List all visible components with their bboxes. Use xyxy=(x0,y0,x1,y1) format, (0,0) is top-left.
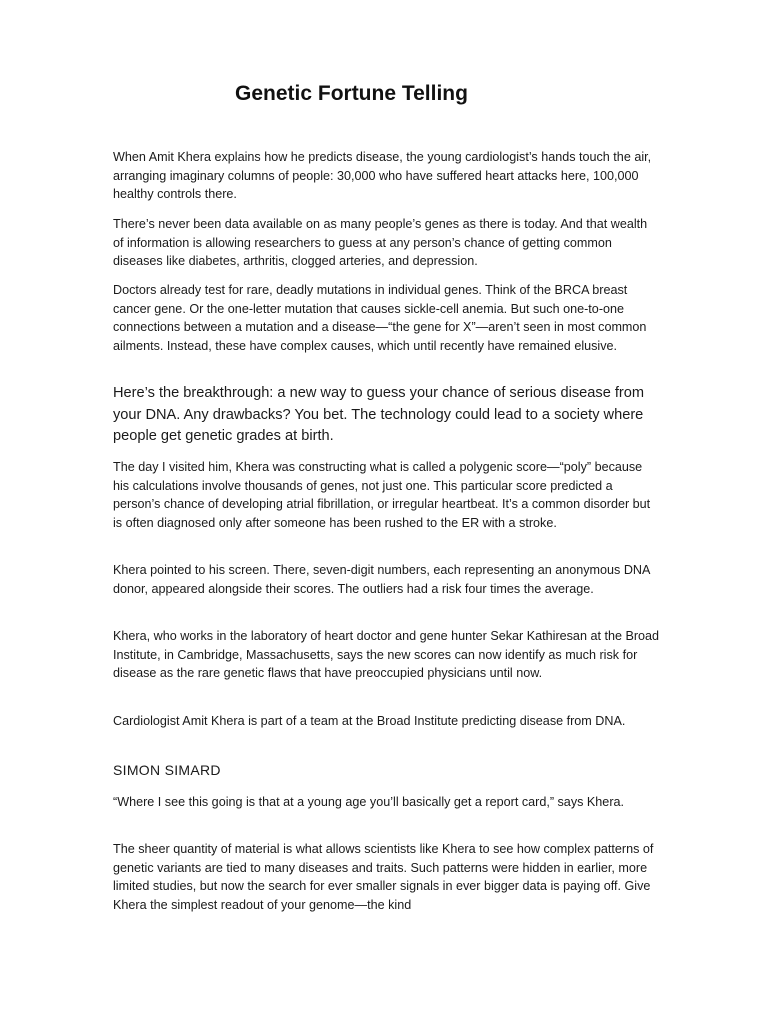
paragraph-report-card-quote: “Where I see this going is that at a young age you’ll basically get a report card,” says Khera. xyxy=(113,795,625,809)
paragraph-data-availability: There’s never been data available on as many people’s genes as there is today. And that wealth of information is allowing researchers to guess at any person’s chance of getting common diseases like diabetes, arthritis, clogged arteries, and depression. xyxy=(113,217,648,269)
paragraph-rare-mutations: Doctors already test for rare, deadly mutations in individual genes. Think of the BRCA breast cancer gene. Or the one-letter mutation that causes sickle-cell anemia. But such one-to-one connections between a mutation and a disease—“the gene for X”—aren’t seen in most common ailments. Instead, these have complex causes, which until recently have remained elusive. xyxy=(113,283,647,353)
paragraph-screen-scores: Khera pointed to his screen. There, seven-digit numbers, each representing an anonymous DNA donor, appeared alongside their scores. The outliers had a risk four times the average. xyxy=(113,563,650,596)
paragraph-sheer-quantity: The sheer quantity of material is what allows scientists like Khera to see how complex patterns of genetic variants are tied to many diseases and traits. Such patterns were hidden in earlier, more limited studies, but now the search for ever smaller signals in ever bigger data is paying off. Give Khera the simplest readout of your genome—the kind xyxy=(113,842,654,912)
article-title: Genetic Fortune Telling xyxy=(235,82,468,105)
photo-credit: SIMON SIMARD xyxy=(113,762,221,778)
paragraph-intro: When Amit Khera explains how he predicts disease, the young cardiologist’s hands touch the air, arranging imaginary columns of people: 30,000 who have suffered heart attacks here, 100,000 healthy controls there. xyxy=(113,150,652,202)
paragraph-breakthrough-lead: Here’s the breakthrough: a new way to guess your chance of serious disease from your DNA. Any drawbacks? You bet. The technology could lead to a society where people get genetic grades at birth. xyxy=(113,385,645,444)
paragraph-polygenic-score: The day I visited him, Khera was constructing what is called a polygenic score—“poly” because his calculations involve thousands of genes, not just one. This particular score predicted a person’s chance of developing atrial fibrillation, or irregular heartbeat. It’s a common disorder but is often diagnosed only after someone has been rushed to the ER with a stroke. xyxy=(113,460,651,530)
image-caption: Cardiologist Amit Khera is part of a team at the Broad Institute predicting disease from DNA. xyxy=(113,714,626,728)
paragraph-broad-institute: Khera, who works in the laboratory of heart doctor and gene hunter Sekar Kathiresan at the Broad Institute, in Cambridge, Massachusetts, says the new scores can now identify as much risk for disease as the rare genetic flaws that have preoccupied physicians until now. xyxy=(113,629,660,681)
